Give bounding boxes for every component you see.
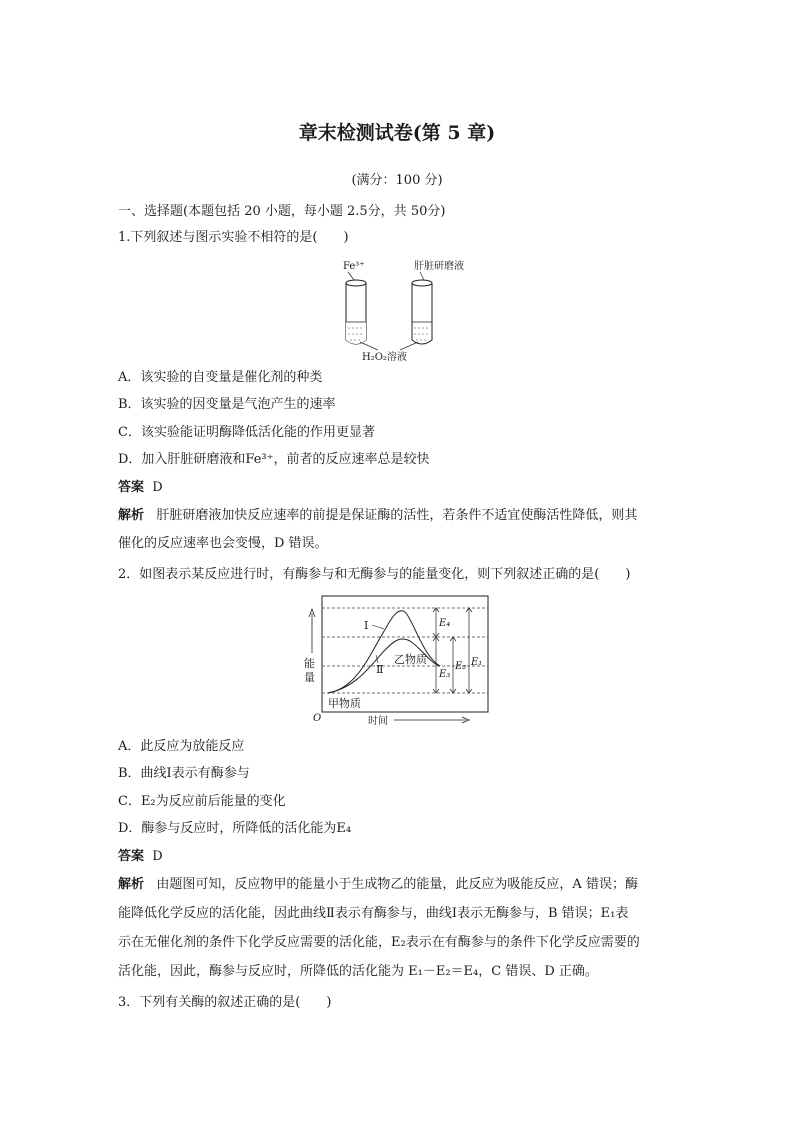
label-fe3: Fe³⁺ bbox=[343, 261, 365, 272]
page-title: 章末检测试卷(第 5 章) bbox=[298, 122, 496, 144]
answer-label: 答案 bbox=[118, 849, 145, 864]
q2-analysis-line-4: 活化能，因此，酶参与反应时，所降低的活化能为 E₁－E₂＝E₄，C 错误、D 正确。 bbox=[118, 964, 598, 979]
ylabel-energy-2: 量 bbox=[304, 671, 315, 684]
score-note: (满分：100 分) bbox=[351, 173, 443, 188]
analysis-text: 由题图可知，反应物甲的能量小于生成物乙的能量，此反应为吸能反应，A 错误；酶 bbox=[156, 877, 638, 892]
test-tube-left bbox=[346, 272, 366, 344]
q1-answer bbox=[118, 479, 163, 497]
q2-analysis-line-2: 能降低化学反应的活化能，因此曲线Ⅱ表示有酶参与，曲线Ⅰ表示无酶参与，B 错误；E₁表 bbox=[118, 906, 629, 921]
e2-label: E₂ bbox=[455, 661, 467, 672]
q2-analysis-line-3: 示在无催化剂的条件下化学反应需要的活化能，E₂表示在有酶参与的条件下化学反应需要的 bbox=[118, 935, 640, 950]
q2-energy-diagram bbox=[298, 593, 498, 729]
curve-label-2: Ⅱ bbox=[376, 663, 384, 676]
q2-analysis-line-1 bbox=[118, 876, 638, 894]
origin-label: O bbox=[313, 713, 322, 724]
curve-without-enzyme bbox=[328, 611, 440, 693]
xlabel-time: 时间 bbox=[368, 716, 388, 727]
q2-option-b: B．曲线Ⅰ表示有酶参与 bbox=[118, 766, 250, 781]
analysis-label: 解析 bbox=[118, 508, 145, 523]
answer-value: D bbox=[152, 480, 163, 495]
q1-option-d: D．加入肝脏研磨液和Fe³⁺，前者的反应速率总是较快 bbox=[118, 452, 430, 467]
q1-stem: 1.下列叙述与图示实验不相符的是( ) bbox=[118, 230, 349, 245]
label-h2o2-solution: H₂O₂溶液 bbox=[362, 352, 407, 363]
ylabel-energy-1: 能 bbox=[304, 657, 315, 670]
q1-analysis-line-1 bbox=[118, 507, 637, 525]
answer-value: D bbox=[152, 849, 163, 864]
q2-answer bbox=[118, 848, 163, 866]
curve-label-1: Ⅰ bbox=[364, 619, 369, 632]
label-liver-extract: 肝脏研磨液 bbox=[414, 261, 464, 272]
test-tube-right bbox=[412, 272, 432, 344]
q2-option-c: C．E₂为反应前后能量的变化 bbox=[118, 794, 286, 809]
q1-figure bbox=[338, 256, 468, 366]
e3-label: E₃ bbox=[439, 669, 451, 680]
analysis-text: 肝脏研磨液加快反应速率的前提是保证酶的活性，若条件不适宜使酶活性降低，则其 bbox=[156, 508, 638, 523]
section-heading: 一、选择题(本题包括 20 小题，每小题 2.5分，共 50分) bbox=[118, 204, 446, 219]
q1-option-b: B．该实验的因变量是气泡产生的速率 bbox=[118, 397, 336, 412]
q2-option-d: D．酶参与反应时，所降低的活化能为E₄ bbox=[118, 821, 352, 836]
analysis-label: 解析 bbox=[118, 877, 145, 892]
e4-label: E₄ bbox=[439, 618, 451, 629]
q1-analysis-line-2: 催化的反应速率也会变慢，D 错误。 bbox=[118, 536, 328, 551]
e1-label: E₁ bbox=[471, 657, 483, 668]
q2-option-a: A．此反应为放能反应 bbox=[118, 739, 245, 754]
q3-stem: 3．下列有关酶的叙述正确的是( ) bbox=[118, 995, 332, 1010]
q1-option-a: A．该实验的自变量是催化剂的种类 bbox=[118, 370, 323, 385]
q1-option-c: C．该实验能证明酶降低活化能的作用更显著 bbox=[118, 425, 375, 440]
q2-stem: 2．如图表示某反应进行时，有酶参与和无酶参与的能量变化，则下列叙述正确的是( ) bbox=[118, 567, 631, 582]
reactant-label: 甲物质 bbox=[328, 697, 361, 710]
product-label: 乙物质 bbox=[394, 653, 427, 666]
answer-label: 答案 bbox=[118, 480, 145, 495]
